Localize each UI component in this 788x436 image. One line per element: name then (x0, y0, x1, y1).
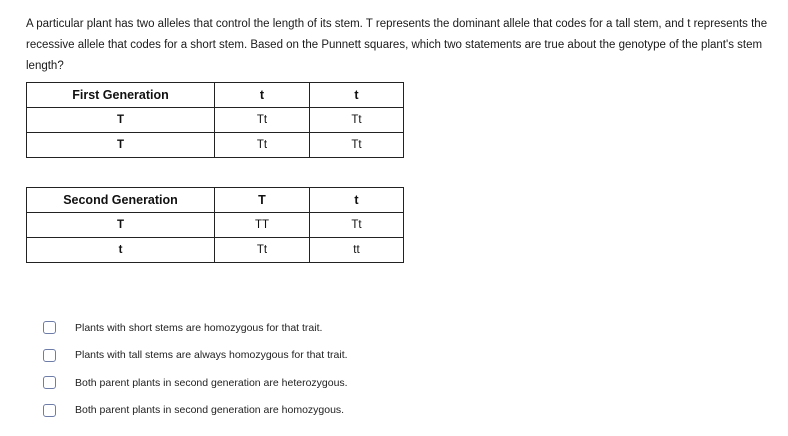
row-header: t (27, 238, 215, 263)
option-label: Both parent plants in second generation are homozygous. (75, 404, 345, 417)
option-label: Both parent plants in second generation are heterozygous. (75, 376, 348, 389)
table-row (27, 238, 404, 263)
genotype-cell: Tt (215, 133, 310, 158)
genotype-cell: Tt (215, 238, 310, 263)
checkbox[interactable] (43, 321, 56, 334)
row-header: T (27, 108, 215, 133)
table-header-row (27, 83, 404, 108)
checkbox[interactable] (43, 404, 56, 417)
genotype-cell: Tt (310, 108, 404, 133)
table-title: First Generation (27, 83, 215, 108)
checkbox[interactable] (43, 376, 56, 389)
checkbox[interactable] (43, 349, 56, 362)
answer-option[interactable] (43, 314, 348, 342)
genotype-cell: Tt (215, 108, 310, 133)
column-header: t (310, 188, 404, 213)
option-label: Plants with tall stems are always homozygous for that trait. (75, 349, 348, 362)
second-generation-table (26, 187, 404, 263)
answer-option[interactable] (43, 397, 348, 425)
answer-option[interactable] (43, 369, 348, 397)
row-header: T (27, 133, 215, 158)
column-header: t (310, 83, 404, 108)
answer-option[interactable] (43, 342, 348, 370)
option-label: Plants with short stems are homozygous for that trait. (75, 321, 323, 334)
genotype-cell: Tt (310, 133, 404, 158)
genotype-cell: tt (310, 238, 404, 263)
table-row (27, 213, 404, 238)
table-header-row (27, 188, 404, 213)
genotype-cell: Tt (310, 213, 404, 238)
column-header: t (215, 83, 310, 108)
genotype-cell: TT (215, 213, 310, 238)
question-text: A particular plant has two alleles that control the length of its stem. T represents the dominant allele that codes for a tall stem, and t represents the recessive allele that codes for a short stem. Based on the Punnett squares, which two statements are true about the genotype of the plant's stem length? (26, 18, 768, 72)
column-header: T (215, 188, 310, 213)
answer-options (43, 314, 348, 424)
table-title: Second Generation (27, 188, 215, 213)
first-generation-table (26, 82, 404, 158)
row-header: T (27, 213, 215, 238)
table-row (27, 133, 404, 158)
table-row (27, 108, 404, 133)
